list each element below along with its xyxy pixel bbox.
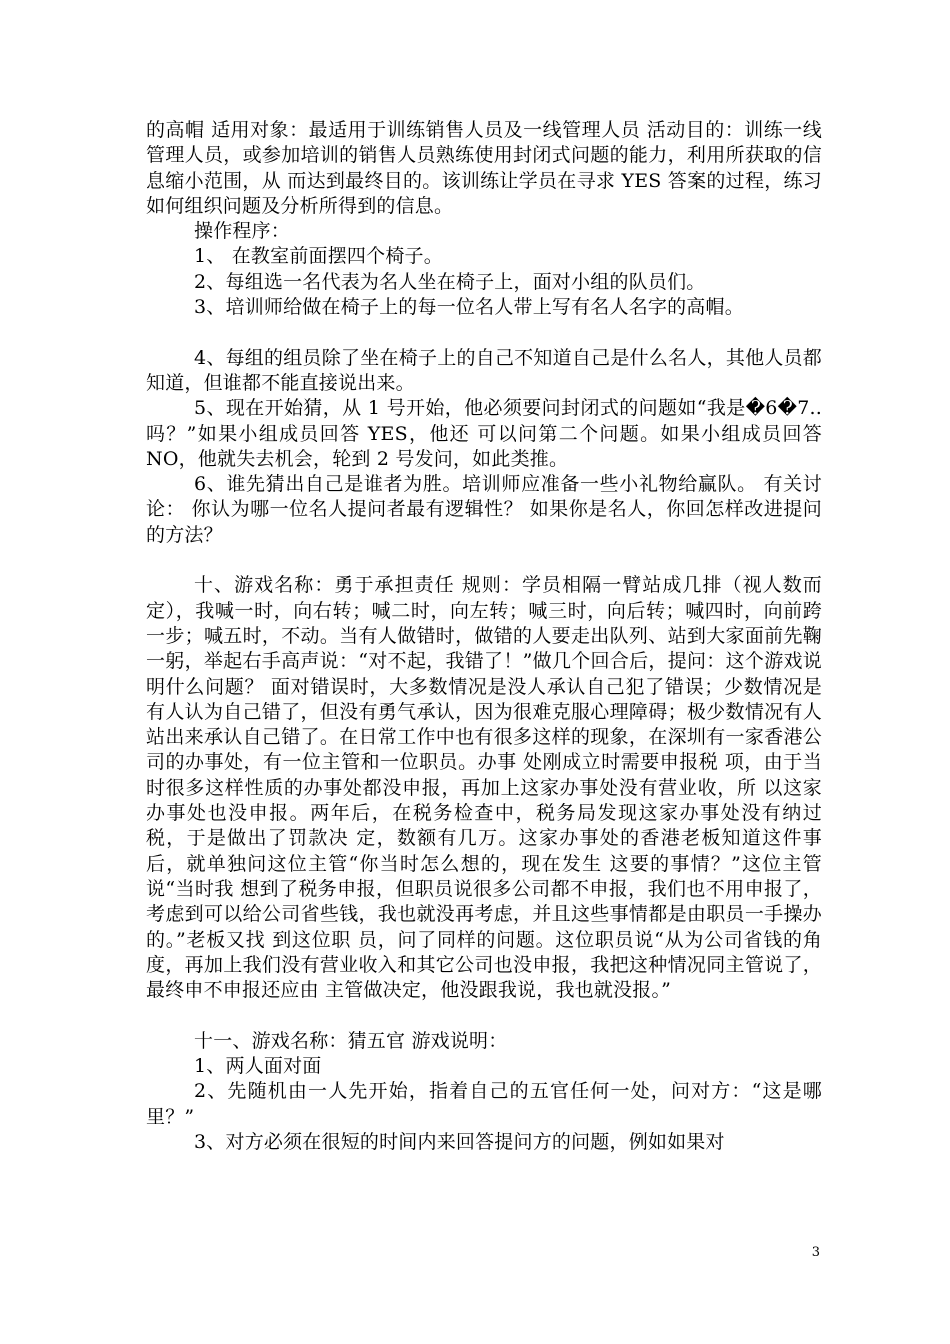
paragraph-spacer: [146, 548, 822, 573]
document-body: [146, 118, 822, 1155]
paragraph-spacer: [146, 320, 822, 345]
paragraph-game-11-step-1: 1、两人面对面: [194, 1054, 322, 1077]
paragraph-procedure-heading: 操作程序：: [194, 220, 291, 243]
paragraph-step-5: 5、现在开始猜，从 1 号开始，他必须要问封闭式的问题如“我是�6�7..吗？”如果小组成员回答 YES，他还 可以问第二个问题。如果小组成员回答 NO，他就失去机会，轮到 2 号发问，如此类推。: [146, 397, 822, 470]
paragraph-game-11-step-3: 3、对方必须在很短的时间内来回答提问方的问题，例如如果对: [194, 1130, 725, 1153]
paragraph-spacer: [146, 1003, 822, 1028]
paragraph-step-3: 3、培训师给做在椅子上的每一位名人带上写有名人名字的高帽。: [194, 296, 744, 319]
paragraph-step-4: 4、每组的组员除了坐在椅子上的自己不知道自己是什么名人，其他人员都知道，但谁都不能直接说出来。: [146, 346, 822, 394]
paragraph-step-6: 6、谁先猜出自己是谁者为胜。培训师应准备一些小礼物给赢队。 有关讨论： 你认为哪一位名人提问者最有逻辑性？ 如果你是名人，你回怎样改进提问的方法？: [146, 473, 822, 546]
paragraph-game-11-step-2: 2、先随机由一人先开始，指着自己的五官任何一处，问对方：“这是哪里？”: [146, 1080, 822, 1128]
paragraph-step-2: 2、每组选一名代表为名人坐在椅子上，面对小组的队员们。: [194, 270, 706, 293]
paragraph-game-11-heading: 十一、游戏名称：猜五官 游戏说明：: [194, 1029, 508, 1052]
page-number: 3: [811, 1245, 820, 1260]
paragraph-game-10-responsibility: 十、游戏名称：勇于承担责任 规则：学员相隔一臂站成几排（视人数而定），我喊一时，向右转；喊二时，向左转；喊三时，向后转；喊四时，向前跨一步；喊五时，不动。当有人做错时，做错的人要走出队列、站到大家面前先鞠一躬，举起右手高声说：“对不起，我错了！”做几个回合后，提问：这个游戏说明什么问题？ 面对错误时，大多数情况是没人承认自己犯了错误；少数情况是有人认为自己错了，但没有勇气承认，因为很难克服心理障碍；极少数情况有人站出来承认自己错了。在日常工作中也有很多这样的现象，在深圳有一家香港公司的办事处，有一位主管和一位职员。办事 处刚成立时需要申报税 项，由于当时很多这样性质的办事处都没申报，再加上这家办事处没有营业收，所 以这家办事处也没申报。两年后，在税务检查中，税务局发现这家办事处没有纳过 税，于是做出了罚款决 定，数额有几万。这家办事处的香港老板知道这件事后，就单独问这位主管“你当时怎么想的，现在发生 这要的事情？”这位主管说“当时我 想到了税务申报，但职员说很多公司都不申报，我们也不用申报了，考虑到可以给公司省些钱，我也就没再考虑，并且这些事情都是由职员一手操办的。”老板又找 到这位职 员，问了同样的问题。这位职员说“从为公司省钱的角度，再加上我们没有营业收入和其它公司也没申报，我把这种情况同主管说了，最终申不申报还应由 主管做决定，他没跟我说，我也就没报。”: [146, 574, 822, 1002]
paragraph-famous-hat-intro: 的高帽 适用对象：最适用于训练销售人员及一线管理人员 活动目的：训练一线管理人员，或参加培训的销售人员熟练使用封闭式问题的能力，利用所获取的信息缩小范围，从 而达到最终目的。该训练让学员在寻求 YES 答案的过程，练习如何组织问题及分析所得到的信息。: [146, 119, 822, 217]
paragraph-step-1: 1、 在教室前面摆四个椅子。: [194, 245, 443, 268]
